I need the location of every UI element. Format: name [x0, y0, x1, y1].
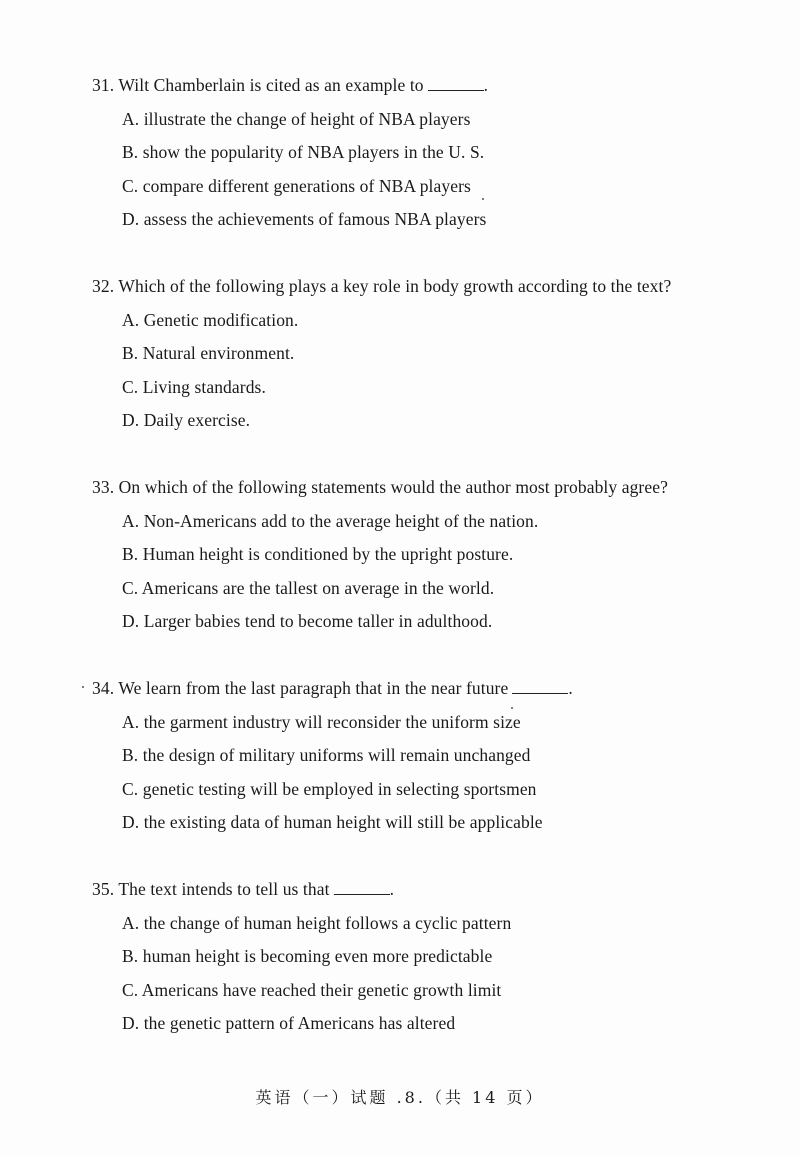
option-b: B. human height is becoming even more predictable [122, 946, 493, 966]
options-list [122, 712, 752, 833]
option-c: C. Americans are the tallest on average in the world. [122, 577, 495, 598]
question-31 [92, 75, 752, 229]
question-text-end: . [389, 879, 395, 899]
option-c: C. genetic testing will be employed in selecting sportsmen [122, 778, 537, 799]
option-b: B. Natural environment. [122, 343, 295, 363]
page-footer: 英语（一）试题 .8.（共 14 页） [255, 1088, 545, 1107]
question-33 [92, 477, 752, 631]
answer-blank [334, 880, 390, 895]
options-list [122, 109, 752, 230]
option-d: D. Daily exercise. [122, 410, 251, 430]
question-text: The text intends to tell us that [118, 879, 330, 899]
option-c: C. Living standards. [122, 376, 266, 397]
options-list [122, 913, 752, 1034]
question-number: 32. [92, 276, 115, 296]
option-c: C. Americans have reached their genetic growth limit [122, 979, 502, 1000]
question-text: On which of the following statements would the author most probably agree? [118, 477, 668, 497]
option-a: A. the change of human height follows a cyclic pattern [122, 912, 512, 933]
option-b: B. the design of military uniforms will remain unchanged [122, 745, 531, 765]
option-c: C. compare different generations of NBA players [122, 175, 471, 196]
option-a: A. Non-Americans add to the average height of the nation. [122, 510, 539, 531]
option-d: D. the existing data of human height will still be applicable [122, 812, 543, 832]
options-list [122, 310, 752, 431]
answer-blank [512, 679, 568, 694]
question-number: 33. [92, 477, 115, 497]
option-a: A. illustrate the change of height of NBA players [122, 108, 471, 129]
option-d: D. the genetic pattern of Americans has altered [122, 1013, 456, 1033]
question-number: 34. [92, 678, 115, 698]
print-speck [511, 707, 513, 709]
options-list [122, 511, 752, 632]
question-text: We learn from the last paragraph that in the near future [118, 678, 509, 698]
print-speck [82, 686, 84, 688]
question-text: Wilt Chamberlain is cited as an example to [118, 75, 424, 95]
option-d: D. Larger babies tend to become taller in adulthood. [122, 611, 493, 631]
question-35 [92, 879, 752, 1033]
option-d: D. assess the achievements of famous NBA players [122, 209, 487, 229]
question-text-end: . [568, 678, 573, 698]
question-stem [92, 75, 752, 95]
question-text-end: . [483, 75, 489, 95]
question-number: 35. [92, 879, 115, 899]
question-stem [92, 477, 752, 497]
option-a: A. the garment industry will reconsider the uniform size [122, 711, 521, 732]
option-b: B. show the popularity of NBA players in the U. S. [122, 142, 485, 162]
question-text: Which of the following plays a key role in body growth according to the text? [118, 276, 672, 296]
question-stem [92, 678, 752, 698]
question-32 [92, 276, 752, 430]
option-b: B. Human height is conditioned by the upright posture. [122, 544, 514, 564]
answer-blank [428, 76, 484, 91]
question-stem [92, 276, 752, 296]
option-a: A. Genetic modification. [122, 309, 299, 330]
question-number: 31. [92, 75, 115, 95]
question-34 [92, 678, 752, 832]
question-stem [92, 879, 752, 899]
print-speck [482, 198, 484, 200]
